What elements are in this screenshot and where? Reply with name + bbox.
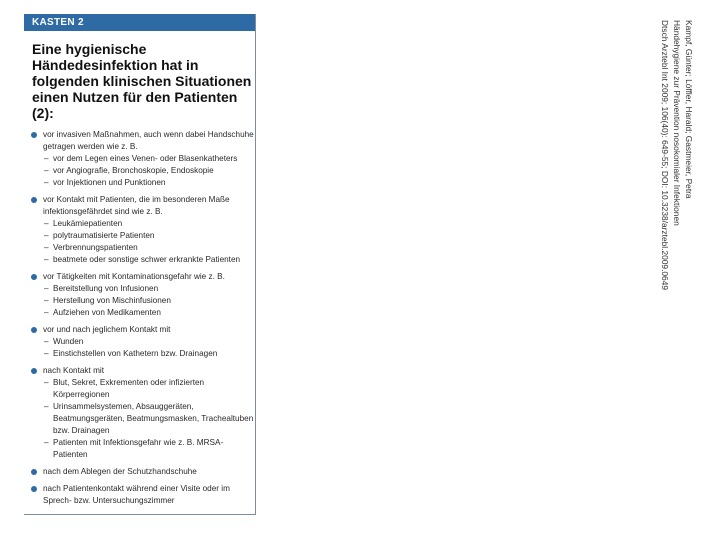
bullet-icon [31, 274, 37, 280]
list-item-text: nach dem Ablegen der Schutzhandschuhe [43, 467, 197, 476]
sub-item [43, 177, 255, 189]
bullet-icon [31, 368, 37, 374]
sub-list [43, 377, 255, 461]
sub-item [43, 242, 255, 254]
dash-icon: – [44, 255, 49, 264]
dash-icon: – [44, 308, 49, 317]
sub-list [43, 153, 255, 189]
citation-title: Händehygiene zur Prävention nosokomialer Infektionen [672, 20, 682, 226]
sub-item-text: Herstellung von Mischinfusionen [53, 296, 171, 305]
sub-item-text: vor Injektionen und Punktionen [53, 178, 166, 187]
dash-icon: – [44, 296, 49, 305]
sub-item [43, 307, 255, 319]
sub-item-text: Wunden [53, 337, 84, 346]
dash-icon: – [44, 378, 49, 387]
sub-item [43, 153, 255, 165]
sub-item [43, 401, 255, 437]
sub-item [43, 230, 255, 242]
sub-item-text: vor dem Legen eines Venen- oder Blasenkatheters [53, 154, 238, 163]
sub-item [43, 336, 255, 348]
sub-item [43, 283, 255, 295]
bullet-icon [31, 486, 37, 492]
citation [650, 20, 694, 320]
sub-list [43, 336, 255, 360]
sub-item-text: Patienten mit Infektionsgefahr wie z. B. MRSA-Patienten [53, 438, 224, 459]
sub-item-text: Verbrennungspatienten [53, 243, 138, 252]
list-item [30, 365, 255, 461]
sub-item [43, 377, 255, 401]
info-box [24, 14, 256, 515]
bullet-icon [31, 197, 37, 203]
list-item [30, 324, 255, 360]
dash-icon: – [44, 349, 49, 358]
list-item [30, 271, 255, 319]
list-item-text: nach Kontakt mit [43, 366, 104, 375]
list-item-text: vor Kontakt mit Patienten, die im besonderen Maße infektionsgefährdet sind wie z. B. [43, 195, 230, 216]
sub-item [43, 218, 255, 230]
sub-list [43, 283, 255, 319]
list-item-text: vor Tätigkeiten mit Kontaminationsgefahr wie z. B. [43, 272, 225, 281]
list-item [30, 466, 255, 478]
bullet-icon [31, 132, 37, 138]
citation-authors: Kampf, Günter; Löffler, Harald; Gastmeier, Petra [684, 20, 694, 199]
sub-item-text: Bereitstellung von Infusionen [53, 284, 159, 293]
dash-icon: – [44, 219, 49, 228]
sub-item-text: vor Angiografie, Bronchoskopie, Endoskopie [53, 166, 214, 175]
sub-item-text: beatmete oder sonstige schwer erkrankte Patienten [53, 255, 241, 264]
sub-item-text: Leukämiepatienten [53, 219, 123, 228]
dash-icon: – [44, 243, 49, 252]
sub-item [43, 165, 255, 177]
dash-icon: – [44, 231, 49, 240]
bullet-list [30, 129, 255, 507]
sub-item-text: polytraumatisierte Patienten [53, 231, 155, 240]
list-item-text: vor und nach jeglichem Kontakt mit [43, 325, 171, 334]
sub-item-text: Einstichstellen von Kathetern bzw. Drainagen [53, 349, 218, 358]
dash-icon: – [44, 337, 49, 346]
list-item [30, 129, 255, 189]
list-item [30, 194, 255, 266]
dash-icon: – [44, 402, 49, 411]
sub-item [43, 437, 255, 461]
dash-icon: – [44, 438, 49, 447]
dash-icon: – [44, 178, 49, 187]
dash-icon: – [44, 166, 49, 175]
box-header: KASTEN 2 [24, 14, 255, 31]
list-item-text: nach Patientenkontakt während einer Visite oder im Sprech- bzw. Untersuchungszimmer [43, 484, 230, 505]
sub-item [43, 254, 255, 266]
sub-item-text: Urinsammelsystemen, Absauggeräten, Beatmungsgeräten, Beatmungsmasken, Trachealtuben bzw. Drainagen [53, 402, 254, 435]
dash-icon: – [44, 284, 49, 293]
sub-item-text: Aufziehen von Medikamenten [53, 308, 161, 317]
box-title: Eine hygienische Händedesinfektion hat in folgenden klinischen Situationen einen Nutzen für den Patienten (2): [32, 41, 252, 121]
dash-icon: – [44, 154, 49, 163]
sub-list [43, 218, 255, 266]
bullet-icon [31, 469, 37, 475]
list-item-text: vor invasiven Maßnahmen, auch wenn dabei Handschuhe getragen werden wie z. B. [43, 130, 254, 151]
list-item [30, 483, 255, 507]
sub-item [43, 295, 255, 307]
bullet-icon [31, 327, 37, 333]
sub-item [43, 348, 255, 360]
sub-item-text: Blut, Sekret, Exkrementen oder infizierten Körperregionen [53, 378, 205, 399]
citation-source: Dtsch Arztebl Int 2009; 106(40): 649-55; DOI: 10.3238/arztebl.2009.0649 [660, 20, 670, 291]
